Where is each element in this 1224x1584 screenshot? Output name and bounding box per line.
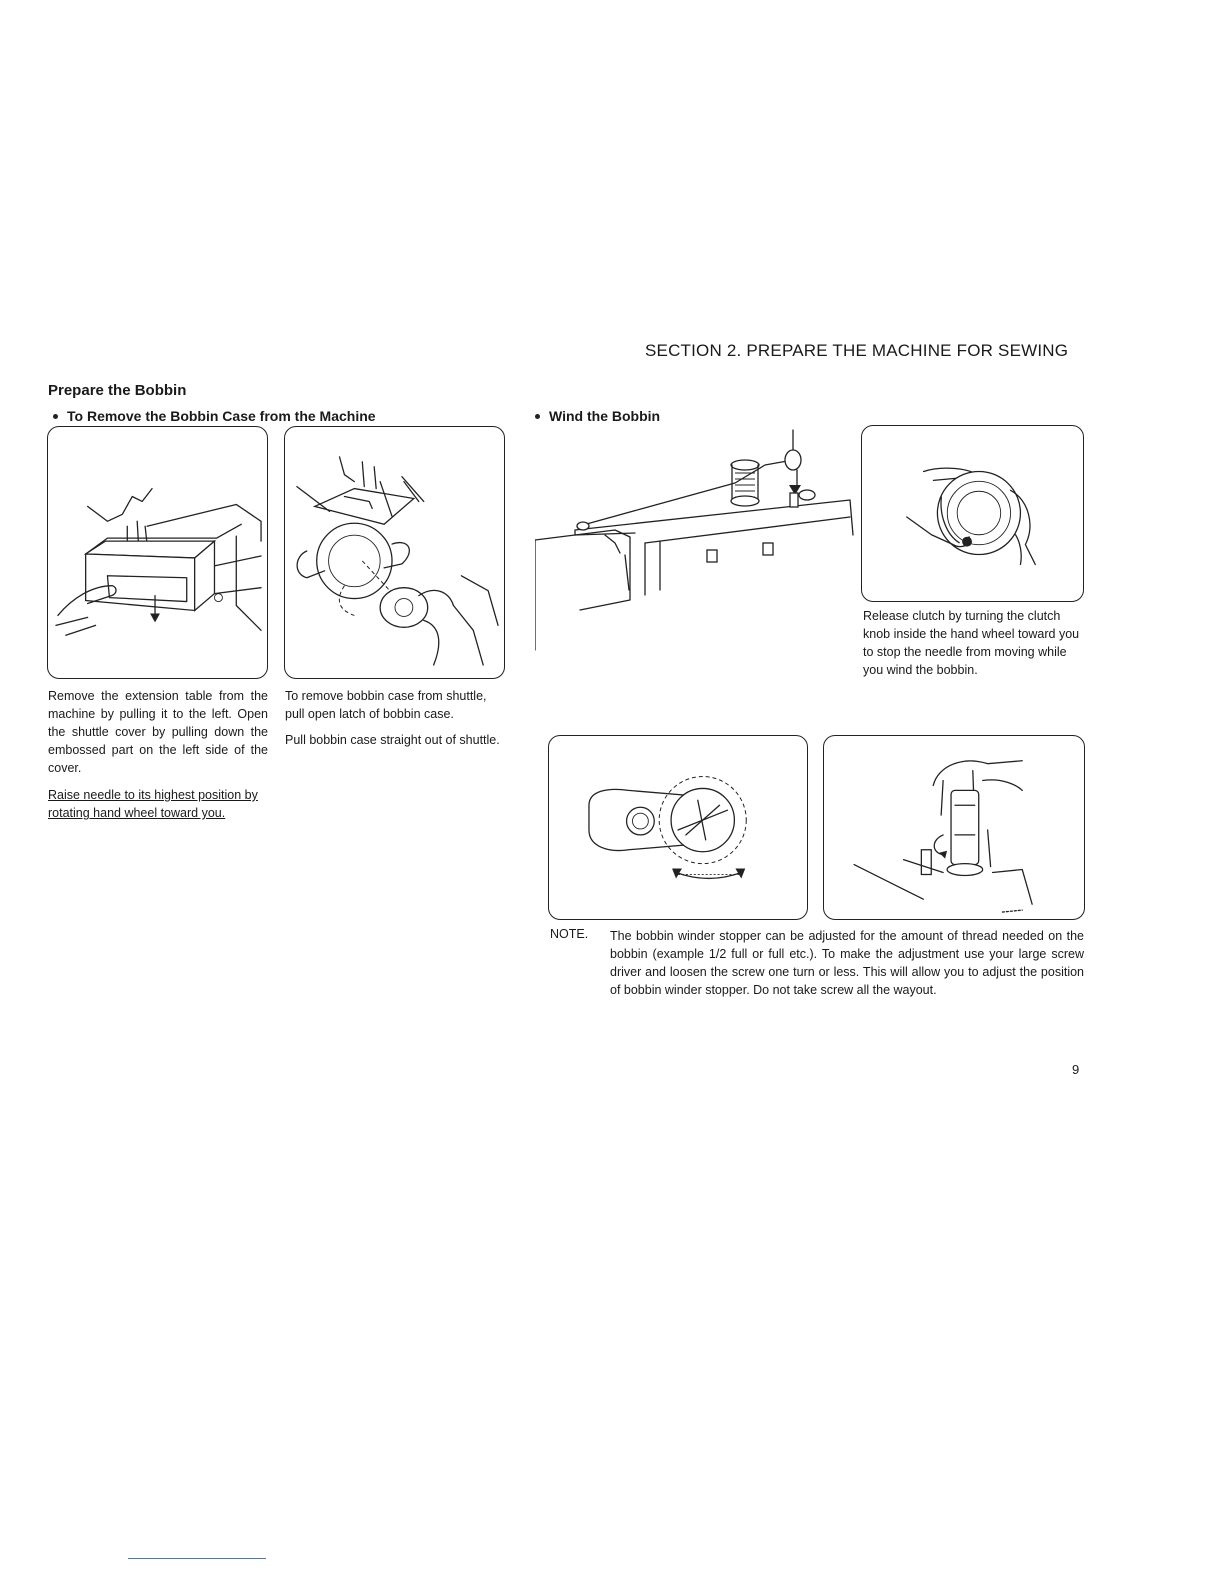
note-text: The bobbin winder stopper can be adjusted for the amount of thread needed on the bobbin (example 1/2 full or full etc.). To make the adjustment use your large screw driver and loosen the screw one turn or less. This will allow you to adjust the position of bobbin winder stopper. Do not take screw all the wayout. <box>610 929 1084 997</box>
clutch-release-instructions: Release clutch by turning the clutch knob inside the hand wheel toward you to stop the needle from moving while you wind the bobbin. <box>863 609 1080 677</box>
note-label: NOTE. <box>550 927 589 941</box>
wind-bobbin-heading-text: Wind the Bobbin <box>549 408 661 424</box>
clutch-knob-hand-wheel-illustration <box>861 425 1084 602</box>
winder-stopper-screw-illustration <box>548 735 808 920</box>
extension-table-instructions: Remove the extension table from the machine by pulling it to the left. Open the shuttle cover by pulling down the embossed part on the left side of the cover. <box>48 689 268 775</box>
bobbin-winding-illustration <box>535 425 855 655</box>
remove-bobbin-heading-text: To Remove the Bobbin Case from the Machine <box>67 408 376 424</box>
raise-needle-instructions: Raise needle to its highest position by rotating hand wheel toward you. <box>48 788 258 820</box>
bullet-icon <box>535 414 540 419</box>
page-number: 9 <box>1072 1062 1080 1077</box>
extension-table-removal-illustration <box>47 426 268 679</box>
wind-bobbin-heading <box>530 408 660 424</box>
bobbin-case-removal-illustration <box>284 426 505 679</box>
pull-bobbin-case-instructions: Pull bobbin case straight out of shuttle. <box>285 733 500 747</box>
bottom-rule <box>128 1558 266 1559</box>
bobbin-case-latch-instructions: To remove bobbin case from shuttle, pull open latch of bobbin case. <box>285 689 487 721</box>
bullet-icon <box>53 414 58 419</box>
bobbin-winder-spindle-illustration <box>823 735 1085 920</box>
remove-bobbin-heading <box>48 408 376 424</box>
section-header: SECTION 2. PREPARE THE MACHINE FOR SEWING <box>645 341 1069 360</box>
prepare-bobbin-title: Prepare the Bobbin <box>48 382 187 399</box>
